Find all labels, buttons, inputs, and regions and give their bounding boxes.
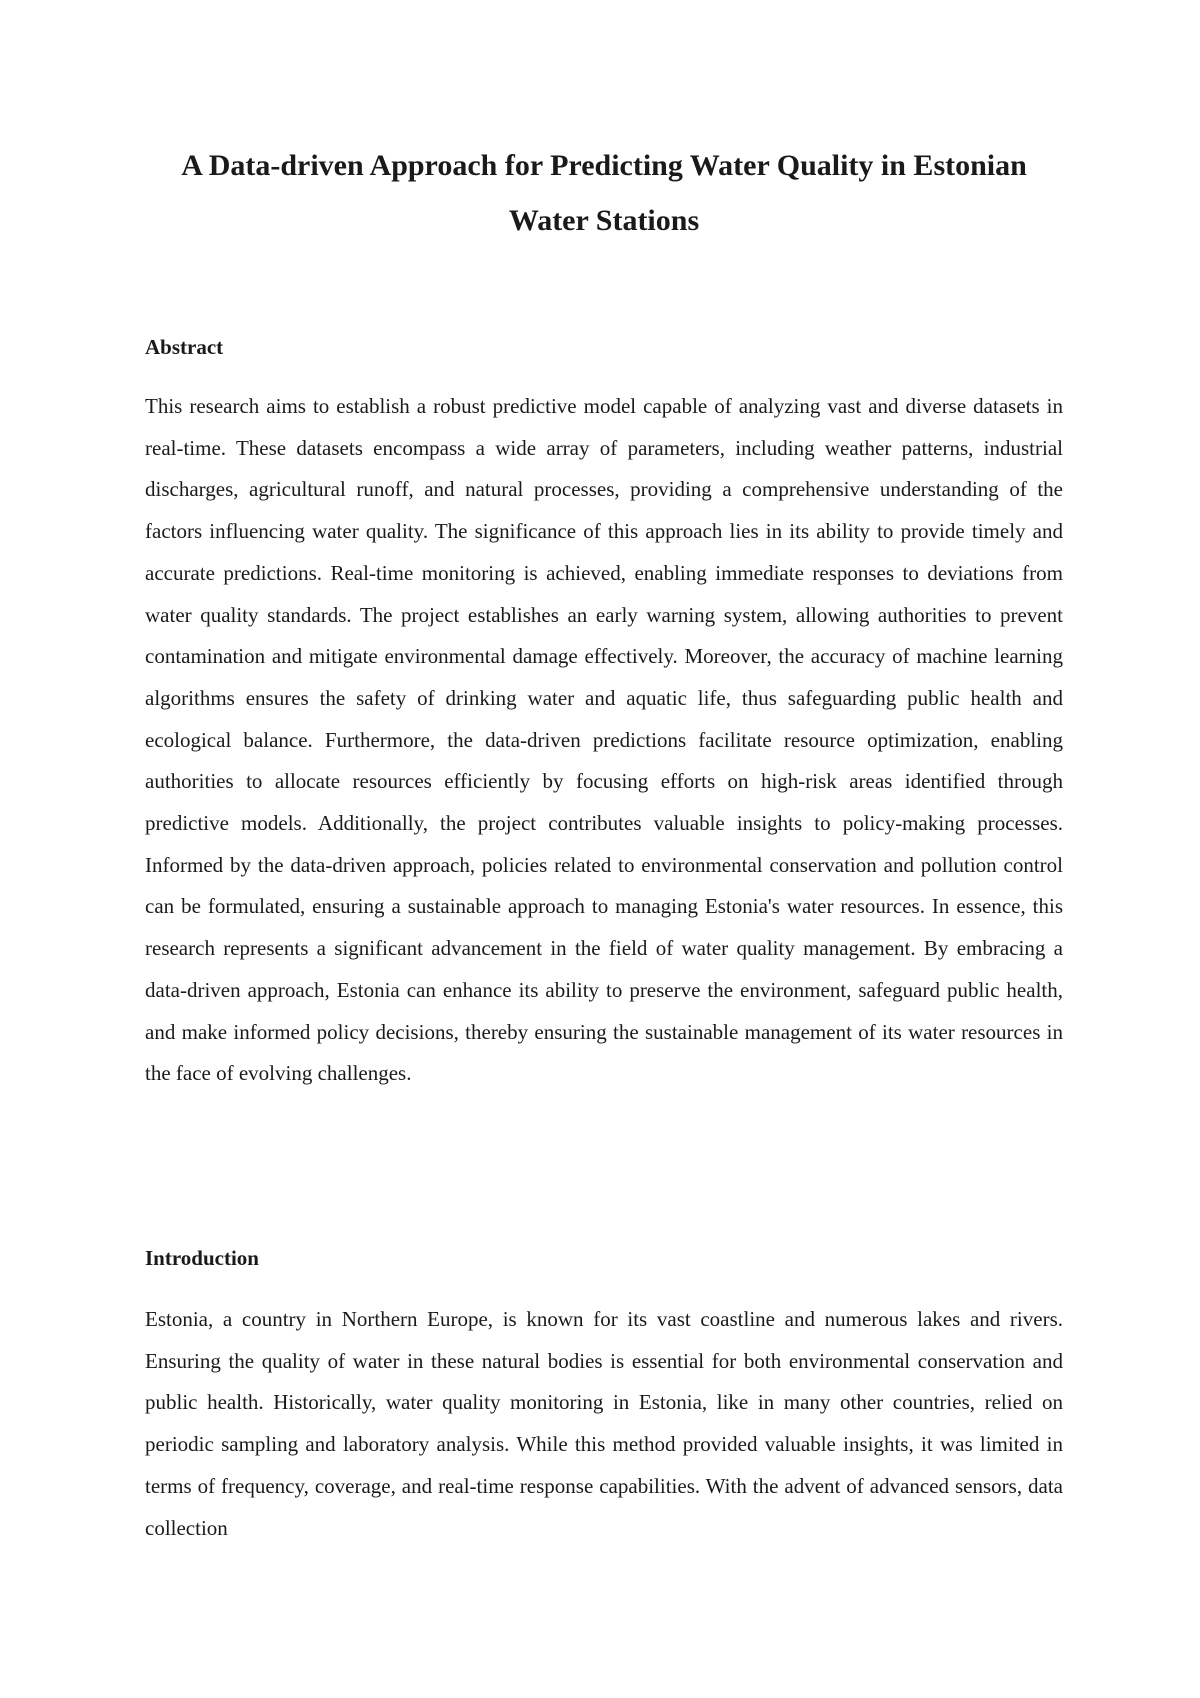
section-heading-introduction: Introduction [145,1246,259,1270]
paper-title: A Data-driven Approach for Predicting Water Quality in Estonian Water Stations [181,149,1027,237]
section-heading-abstract: Abstract [145,335,224,359]
introduction-paragraph: Estonia, a country in Northern Europe, is known for its vast coastline and numerous lakes and rivers. Ensuring the quality of water in these natural bodies is essential for both environmental conservation and public health. Historically, water quality monitoring in Estonia, like in many other countries, relied on periodic sampling and laboratory analysis. While this method provided valuable insights, it was limited in terms of frequency, coverage, and real-time response capabilities. With the advent of advanced sensors, data collection [145,1307,1063,1540]
abstract-paragraph: This research aims to establish a robust predictive model capable of analyzing vast and diverse datasets in real-time. These datasets encompass a wide array of parameters, including weather patterns, industrial discharges, agricultural runoff, and natural processes, providing a comprehensive understanding of the factors influencing water quality. The significance of this approach lies in its ability to provide timely and accurate predictions. Real-time monitoring is achieved, enabling immediate responses to deviations from water quality standards. The project establishes an early warning system, allowing authorities to prevent contamination and mitigate environmental damage effectively. Moreover, the accuracy of machine learning algorithms ensures the safety of drinking water and aquatic life, thus safeguarding public health and ecological balance. Furthermore, the data-driven predictions facilitate resource optimization, enabling authorities to allocate resources efficiently by focusing efforts on high-risk areas identified through predictive models. Additionally, the project contributes valuable insights to policy-making processes. Informed by the data-driven approach, policies related to environmental conservation and pollution control can be formulated, ensuring a sustainable approach to managing Estonia's water resources. In essence, this research represents a significant advancement in the field of water quality management. By embracing a data-driven approach, Estonia can enhance its ability to preserve the environment, safeguard public health, and make informed policy decisions, thereby ensuring the sustainable management of its water resources in the face of evolving challenges. [145,394,1063,1086]
